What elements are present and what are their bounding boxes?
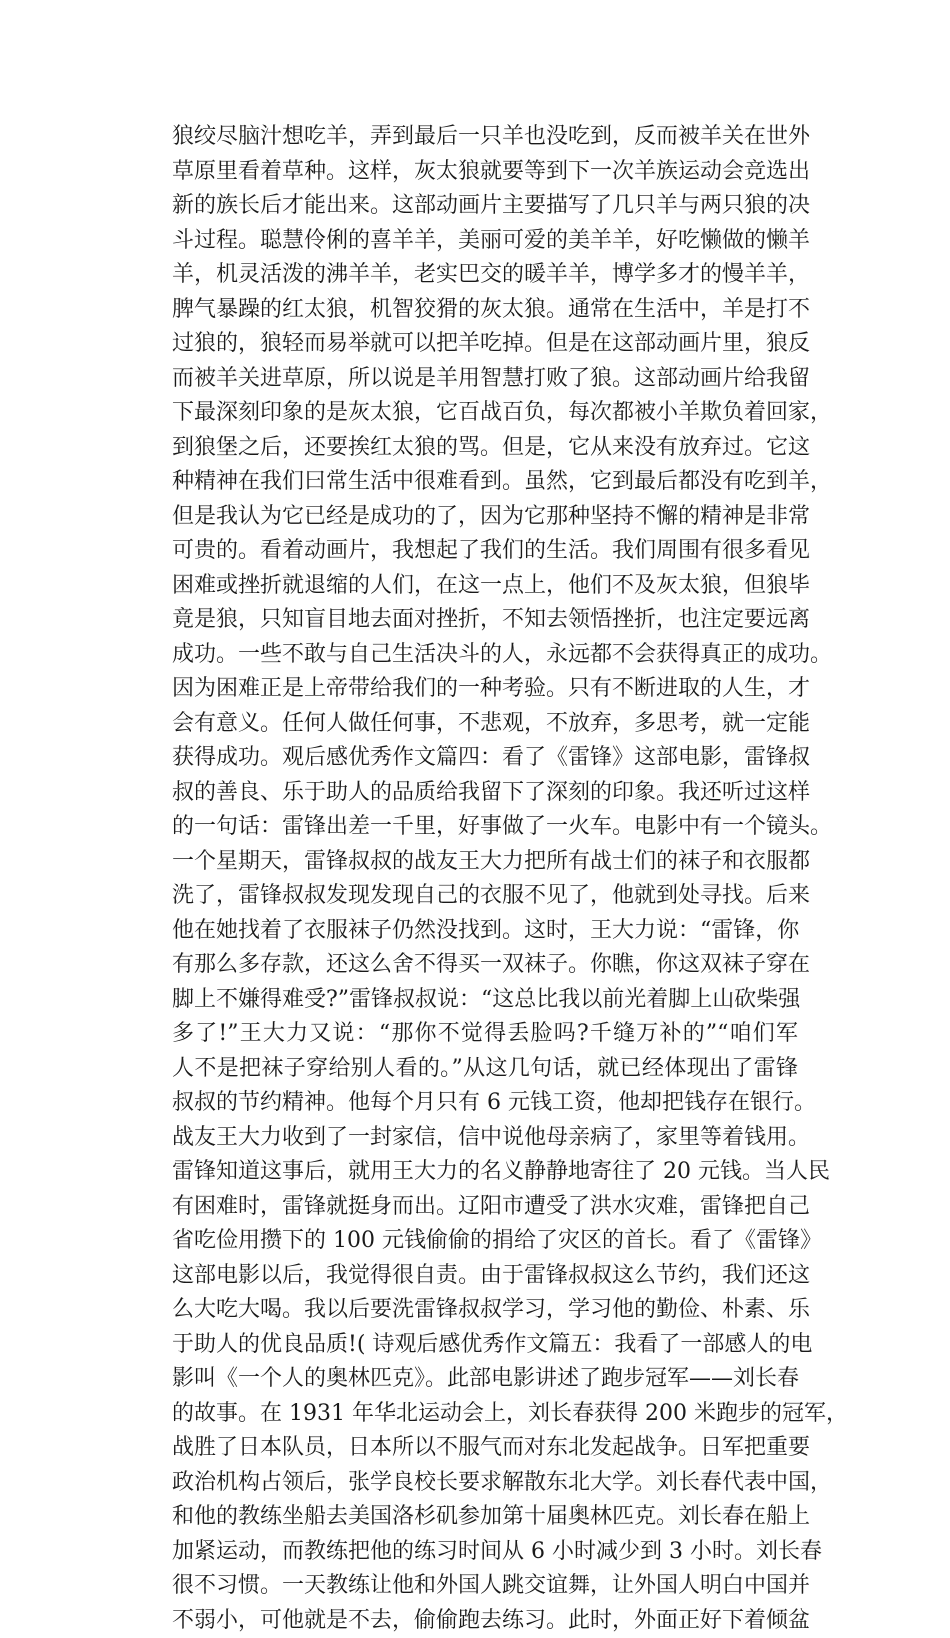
text-line: 下最深刻印象的是灰太狼，它百战百负，每次都被小羊欺负着回家， (172, 396, 798, 431)
text-line: 过狼的，狼轻而易举就可以把羊吃掉。但是在这部动画片里，狼反 (172, 327, 798, 362)
text-line: 加紧运动，而教练把他的练习时间从 6 小时减少到 3 小时。刘长春 (172, 1535, 798, 1570)
text-line: 政治机构占领后，张学良校长要求解散东北大学。刘长春代表中国， (172, 1466, 798, 1501)
text-line: 脾气暴躁的红太狼，机智狡猾的灰太狼。通常在生活中，羊是打不 (172, 293, 798, 328)
text-line: 斗过程。聪慧伶俐的喜羊羊，美丽可爱的美羊羊，好吃懒做的懒羊 (172, 224, 798, 259)
text-line: 人不是把袜子穿给别人看的。”从这几句话，就已经体现出了雷锋 (172, 1052, 798, 1087)
text-line: 新的族长后才能出来。这部动画片主要描写了几只羊与两只狼的决 (172, 189, 798, 224)
text-line: 因为困难正是上帝带给我们的一种考验。只有不断进取的人生，才 (172, 672, 798, 707)
text-line: 但是我认为它已经是成功的了，因为它那种坚持不懈的精神是非常 (172, 500, 798, 535)
text-line: 不弱小，可他就是不去，偷偷跑去练习。此时，外面正好下着倾盆 (172, 1604, 798, 1638)
body-text (172, 120, 798, 1638)
text-line: 战胜了日本队员，日本所以不服气而对东北发起战争。日军把重要 (172, 1431, 798, 1466)
text-line: 困难或挫折就退缩的人们，在这一点上，他们不及灰太狼，但狼毕 (172, 569, 798, 604)
text-line: 的故事。在 1931 年华北运动会上，刘长春获得 200 米跑步的冠军， (172, 1397, 798, 1432)
text-line: 成功。一些不敢与自己生活决斗的人，永远都不会获得真正的成功。 (172, 638, 798, 673)
text-line: 会有意义。任何人做任何事，不悲观，不放弃，多思考，就一定能 (172, 707, 798, 742)
text-line: 很不习惯。一天教练让他和外国人跳交谊舞，让外国人明白中国并 (172, 1569, 798, 1604)
text-line: 获得成功。观后感优秀作文篇四：看了《雷锋》这部电影，雷锋叔 (172, 741, 798, 776)
text-line: 多了!”王大力又说：“那你不觉得丢脸吗?千缝万补的”“咱们军 (172, 1017, 798, 1052)
text-line: 雷锋知道这事后，就用王大力的名义静静地寄往了 20 元钱。当人民 (172, 1155, 798, 1190)
text-line: 草原里看着草种。这样，灰太狼就要等到下一次羊族运动会竞选出 (172, 155, 798, 190)
text-line: 脚上不嫌得难受?”雷锋叔叔说：“这总比我以前光着脚上山砍柴强 (172, 983, 798, 1018)
text-line: 狼绞尽脑汁想吃羊，弄到最后一只羊也没吃到，反而被羊关在世外 (172, 120, 798, 155)
text-line: 种精神在我们曰常生活中很难看到。虽然，它到最后都没有吃到羊， (172, 465, 798, 500)
text-line: 于助人的优良品质!( 诗观后感优秀作文篇五：我看了一部感人的电 (172, 1328, 798, 1363)
text-line: 而被羊关进草原，所以说是羊用智慧打败了狼。这部动画片给我留 (172, 362, 798, 397)
text-line: 一个星期天，雷锋叔叔的战友王大力把所有战士们的袜子和衣服都 (172, 845, 798, 880)
text-line: 有困难时，雷锋就挺身而出。辽阳市遭受了洪水灾难，雷锋把自己 (172, 1190, 798, 1225)
text-line: 可贵的。看着动画片，我想起了我们的生活。我们周围有很多看见 (172, 534, 798, 569)
text-line: 竟是狼，只知盲目地去面对挫折，不知去领悟挫折，也注定要远离 (172, 603, 798, 638)
text-line: 洗了，雷锋叔叔发现发现自己的衣服不见了，他就到处寻找。后来 (172, 879, 798, 914)
text-line: 羊，机灵活泼的沸羊羊，老实巴交的暖羊羊，博学多才的慢羊羊， (172, 258, 798, 293)
text-line: 省吃俭用攒下的 100 元钱偷偷的捐给了灾区的首长。看了《雷锋》 (172, 1224, 798, 1259)
text-line: 的一句话：雷锋出差一千里，好事做了一火车。电影中有一个镜头。 (172, 810, 798, 845)
text-line: 叔叔的节约精神。他每个月只有 6 元钱工资，他却把钱存在银行。 (172, 1086, 798, 1121)
text-line: 有那么多存款，还这么舍不得买一双袜子。你瞧，你这双袜子穿在 (172, 948, 798, 983)
text-line: 么大吃大喝。我以后要洗雷锋叔叔学习，学习他的勤俭、朴素、乐 (172, 1293, 798, 1328)
text-line: 这部电影以后，我觉得很自责。由于雷锋叔叔这么节约，我们还这 (172, 1259, 798, 1294)
text-line: 战友王大力收到了一封家信，信中说他母亲病了，家里等着钱用。 (172, 1121, 798, 1156)
text-line: 他在她找着了衣服袜子仍然没找到。这时，王大力说：“雷锋，你 (172, 914, 798, 949)
text-line: 叔的善良、乐于助人的品质给我留下了深刻的印象。我还听过这样 (172, 776, 798, 811)
text-line: 到狼堡之后，还要挨红太狼的骂。但是，它从来没有放弃过。它这 (172, 431, 798, 466)
text-line: 影叫《一个人的奥林匹克》。此部电影讲述了跑步冠军——刘长春 (172, 1362, 798, 1397)
text-line: 和他的教练坐船去美国洛杉矶参加第十届奥林匹克。刘长春在船上 (172, 1500, 798, 1535)
